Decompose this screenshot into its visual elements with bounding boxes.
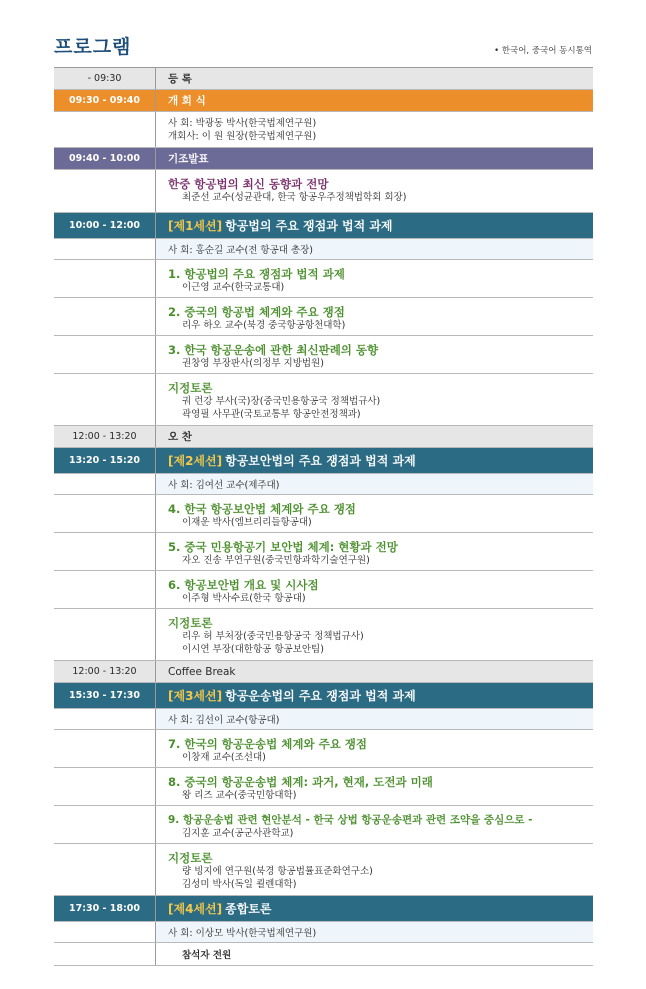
row-talk — [54, 768, 593, 806]
time-cell: 12:00 - 13:20 — [54, 426, 156, 447]
speaker: 최준선 교수(성균관대, 한국 항공우주정책법학회 회장) — [182, 192, 407, 203]
row-talk — [54, 260, 593, 298]
topic-title: 지정토론 — [168, 851, 213, 865]
time-cell: 09:40 - 10:00 — [54, 148, 156, 169]
session-tag: [제3세션] — [168, 689, 223, 703]
time-cell: 15:30 - 17:30 — [54, 683, 156, 708]
row-talk — [54, 730, 593, 768]
moderator: 사 회: 김선이 교수(항공대) — [156, 709, 593, 729]
row-opening-detail — [54, 112, 593, 148]
time-cell: 10:00 - 12:00 — [54, 213, 156, 238]
speaker: 이주형 박사수료(한국 항공대) — [182, 593, 306, 604]
time-cell-empty — [54, 170, 156, 212]
row-moderator — [54, 922, 593, 943]
topic-title: 9. 항공운송법 관련 현안분석 - 한국 상법 항공운송편과 관련 조약을 중심으로 - — [168, 814, 533, 826]
topic-title: 8. 중국의 항공운송법 체계: 과거, 현재, 도전과 미래 — [168, 775, 433, 789]
row-session-2 — [54, 448, 593, 474]
discussant: 김성미 박사(독일 쾰렌대학) — [182, 878, 297, 890]
row-talk — [54, 533, 593, 571]
discussant: 리우 허 부처장(중국민용항공국 정책법규사) — [182, 631, 364, 642]
speaker: 이근영 교수(한국교통대) — [182, 282, 285, 293]
header — [54, 32, 594, 62]
session-tag: [제4세션] — [168, 902, 223, 916]
topic-title: 6. 항공보안법 개요 및 시사점 — [168, 578, 319, 592]
moderator: 사 회: 이상모 박사(한국법제연구원) — [156, 922, 593, 942]
speaker: 자오 진송 부연구원(중국민항과학기술연구원) — [182, 555, 370, 566]
speaker: 김지훈 교수(공군사관학교) — [182, 828, 294, 839]
row-session-1 — [54, 213, 593, 239]
topic-title: 2. 중국의 항공법 체계와 주요 쟁점 — [168, 305, 345, 319]
discussant: 량 빙지에 연구원(북경 항공법률표준화연구소) — [182, 866, 373, 877]
time-cell-empty — [54, 239, 156, 259]
moderator: 사 회: 홍순길 교수(전 항공대 총장) — [156, 239, 593, 259]
speaker: 권창영 부장판사(의정부 지방법원) — [182, 358, 324, 369]
row-talk — [54, 495, 593, 533]
speech-line: 개회사: 이 원 원장(한국법제연구원) — [168, 130, 317, 142]
row-moderator — [54, 709, 593, 730]
row-moderator — [54, 474, 593, 495]
row-opening — [54, 90, 593, 112]
row-session-4 — [54, 896, 593, 922]
time-cell: 12:00 - 13:20 — [54, 661, 156, 682]
topic-title: 지정토론 — [168, 616, 213, 630]
row-registration — [54, 68, 593, 90]
row-discussion — [54, 844, 593, 896]
speaker: 왕 리즈 교수(중국민항대학) — [182, 790, 297, 801]
topic-title: 1. 항공법의 주요 쟁점과 법적 과제 — [168, 267, 345, 281]
row-session-3 — [54, 683, 593, 709]
row-all-participants — [54, 943, 593, 966]
row-talk — [54, 298, 593, 336]
session-title: 항공보안법의 주요 쟁점과 법적 과제 — [225, 454, 416, 468]
topic-title: 4. 한국 항공보안법 체계와 주요 쟁점 — [168, 502, 356, 516]
event-label: 개 회 식 — [156, 90, 593, 111]
participants: 참석자 전원 — [182, 950, 232, 961]
moderator: 사 회: 김여선 교수(제주대) — [156, 474, 593, 494]
page-title: 프로그램 — [54, 36, 132, 58]
interpretation-note: • 한국어, 중국어 동시통역 — [494, 46, 592, 56]
event-label: Coffee Break — [156, 661, 593, 682]
time-cell: 13:20 - 15:20 — [54, 448, 156, 473]
host-line: 사 회: 박광동 박사(한국법제연구원) — [168, 118, 317, 129]
topic-title: 지정토론 — [168, 381, 213, 395]
program-table — [54, 67, 593, 966]
time-cell: 09:30 - 09:40 — [54, 90, 156, 111]
session-tag: [제2세션] — [168, 454, 223, 468]
session-title: 항공법의 주요 쟁점과 법적 과제 — [225, 219, 393, 233]
event-label: 기조발표 — [156, 148, 593, 169]
row-lunch — [54, 426, 593, 448]
time-cell: 17:30 - 18:00 — [54, 896, 156, 921]
session-tag: [제1세션] — [168, 219, 223, 233]
speaker: 이창재 교수(조선대) — [182, 752, 266, 763]
event-label: 등 록 — [156, 68, 593, 89]
row-moderator — [54, 239, 593, 260]
row-keynote — [54, 148, 593, 170]
time-cell: - 09:30 — [54, 68, 156, 89]
topic-title: 5. 중국 민용항공기 보안법 체계: 현황과 전망 — [168, 540, 398, 554]
topic-title: 한중 항공법의 최신 동향과 전망 — [168, 177, 329, 191]
topic-title: 7. 한국의 항공운송법 체계와 주요 쟁점 — [168, 737, 368, 751]
row-coffee-break — [54, 661, 593, 683]
speaker: 이재운 박사(엠브리리들항공대) — [182, 517, 312, 528]
session-title: 항공운송법의 주요 쟁점과 법적 과제 — [225, 689, 416, 703]
row-discussion — [54, 374, 593, 426]
discussant: 이시연 부장(대한항공 항공보안팀) — [182, 643, 324, 655]
event-detail — [156, 112, 593, 147]
event-label: 오 찬 — [156, 426, 593, 447]
time-cell-empty — [54, 112, 156, 147]
row-talk — [54, 806, 593, 844]
discussant: 궈 런강 부사(국)장(중국민용항공국 정책법규사) — [182, 396, 381, 407]
row-talk — [54, 336, 593, 374]
row-keynote-detail — [54, 170, 593, 213]
speaker: 리우 하오 교수(북경 중국항공항천대학) — [182, 320, 346, 331]
row-discussion — [54, 609, 593, 661]
discussant: 곽영필 사무관(국토교통부 항공안전정책과) — [182, 408, 361, 420]
topic-title: 3. 한국 항공운송에 관한 최신판례의 동향 — [168, 343, 379, 357]
row-talk — [54, 571, 593, 609]
session-title: 종합토론 — [225, 902, 272, 916]
